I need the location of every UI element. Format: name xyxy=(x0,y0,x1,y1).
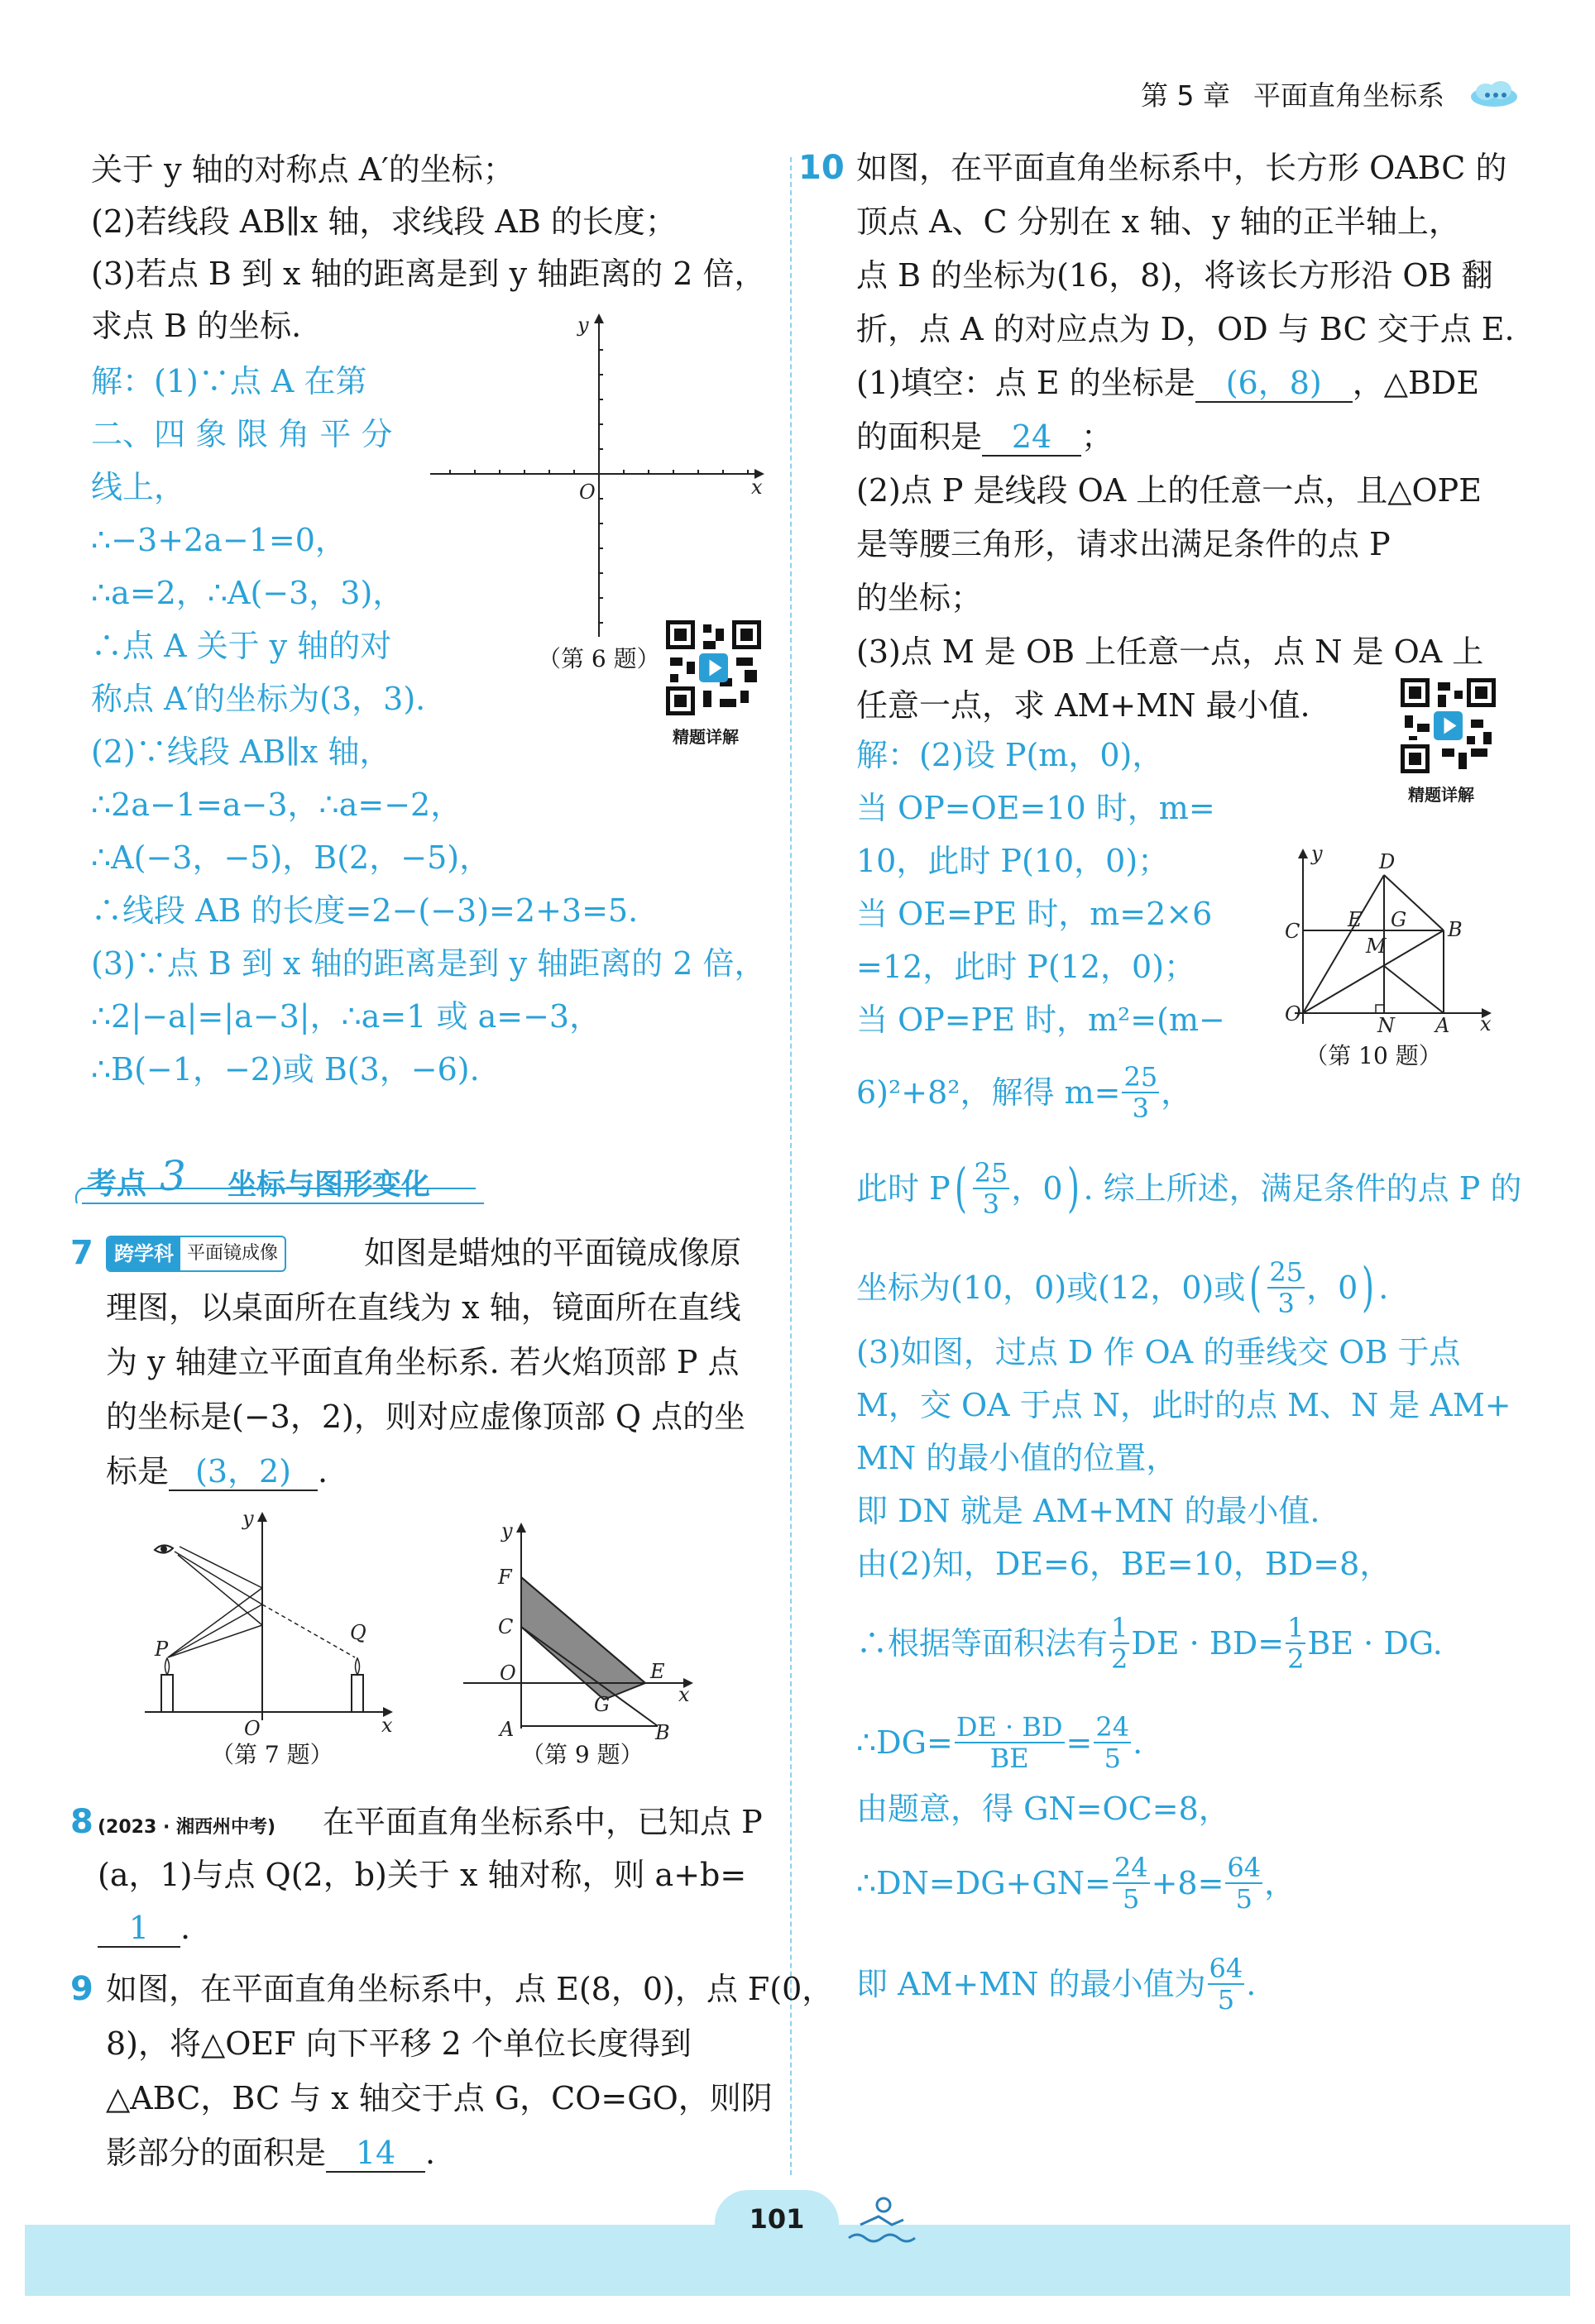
frac-den: 3 xyxy=(982,1188,1000,1220)
q7-line-3: 为 y 轴建立平面直角坐标系. 若火焰顶部 P 点 xyxy=(106,1344,740,1380)
frac-num: 25 xyxy=(974,1157,1008,1188)
figure-10-caption: （第 10 题） xyxy=(1305,1042,1442,1069)
right-paren: ) xyxy=(1066,1158,1080,1219)
fraction-24-5-b xyxy=(1113,1853,1150,1914)
q10-line-3: 点 B 的坐标为(16，8)，将该长方形沿 OB 翻 xyxy=(856,257,1493,294)
q9-answer-blank: 14 xyxy=(326,2135,425,2173)
q10-sol-15-start: ∴根据等面积法有 xyxy=(856,1625,1109,1662)
q10-sol-15 xyxy=(856,1613,1443,1674)
q10-line-6-start: 的面积是 xyxy=(856,418,983,455)
fraction-1-2-b xyxy=(1286,1613,1305,1674)
figure-7-caption: （第 7 题） xyxy=(211,1741,333,1768)
fraction-25-3 xyxy=(1122,1062,1159,1123)
svg-text:F: F xyxy=(498,1566,512,1589)
figure-6-axes xyxy=(430,310,769,641)
q10-line-5-end: ，△BDE xyxy=(1352,365,1480,401)
q7-line-1: 如图是蜡烛的平面镜成像原 xyxy=(364,1235,742,1271)
svg-text:G: G xyxy=(594,1693,611,1716)
q10-sol-7 xyxy=(856,1062,1192,1123)
q10-sol-18-mid: +8= xyxy=(1151,1865,1224,1901)
q8-source: (2023 · 湘西州中考) xyxy=(98,1817,276,1838)
q6-sol-9: ∴2a−1=a−3，∴a=−2， xyxy=(91,787,462,823)
q6-sol-2: 二、四 象 限 角 平 分 xyxy=(91,416,393,452)
section-label: 考点 xyxy=(87,1167,147,1201)
q8-answer-blank: 1 xyxy=(98,1910,180,1948)
q10-sol-9-mid: ，0 xyxy=(1306,1270,1358,1306)
left-paren: ( xyxy=(954,1158,967,1219)
q7-tag xyxy=(106,1236,286,1272)
q10-sol-19-start: 即 AM+MN 的最小值为 xyxy=(856,1966,1206,2002)
q10-sol-15-end: BE · DG. xyxy=(1307,1625,1443,1662)
frac-num: 64 xyxy=(1227,1852,1262,1883)
fraction-24-5 xyxy=(1094,1712,1131,1773)
svg-text:E: E xyxy=(1348,908,1363,931)
q10-line-9: 的坐标； xyxy=(856,580,983,616)
fraction-64-5-b xyxy=(1208,1953,1245,2015)
frac-num: 1 xyxy=(1287,1612,1305,1643)
svg-text:x: x xyxy=(381,1714,393,1737)
fraction-25-3-c xyxy=(1267,1257,1305,1318)
q10-sol-1: 解：(2)设 P(m，0)， xyxy=(856,737,1164,773)
qr-code-caption-2: 精题详解 xyxy=(1408,785,1474,805)
q7-number: 7 xyxy=(70,1234,93,1272)
q8-end: . xyxy=(180,1910,191,1946)
q10-sol-18 xyxy=(856,1853,1296,1914)
frac-den: 5 xyxy=(1235,1883,1253,1915)
q10-sol-13: 即 DN 就是 AM+MN 的最小值. xyxy=(856,1493,1320,1529)
q10-sol-8-mid: ，0 xyxy=(1011,1170,1063,1207)
q10-line-2: 顶点 A、C 分别在 x 轴、y 轴的正半轴上， xyxy=(856,203,1460,240)
svg-text:P: P xyxy=(155,1638,169,1661)
q10-sol-8-start: 此时 P xyxy=(856,1170,951,1207)
frac-den: 5 xyxy=(1104,1743,1121,1774)
svg-text:D: D xyxy=(1379,850,1396,873)
svg-text:M: M xyxy=(1366,935,1387,958)
q8-line-3 xyxy=(98,1907,190,1949)
qr-code-icon-2[interactable] xyxy=(1401,678,1496,773)
svg-text:O: O xyxy=(579,481,596,504)
page-number: 101 xyxy=(749,2203,805,2235)
svg-text:y: y xyxy=(242,1507,254,1530)
q7-tag-topic: 平面镜成像 xyxy=(187,1243,279,1264)
frac-den: 5 xyxy=(1123,1883,1140,1915)
left-paren: ( xyxy=(1249,1257,1262,1318)
svg-text:x: x xyxy=(1480,1012,1492,1034)
qr-code-caption: 精题详解 xyxy=(673,727,739,747)
q10-sol-14: 由(2)知，DE=6，BE=10，BD=8， xyxy=(856,1546,1391,1582)
q10-number: 10 xyxy=(798,149,845,187)
q10-sol-16-start: ∴DG= xyxy=(856,1724,953,1761)
svg-text:C: C xyxy=(498,1615,514,1638)
q10-sol-8 xyxy=(856,1158,1521,1219)
q10-line-10: (3)点 M 是 OB 上任意一点，点 N 是 OA 上 xyxy=(856,634,1484,670)
svg-text:B: B xyxy=(655,1721,670,1741)
svg-text:O: O xyxy=(1285,1002,1301,1026)
frac-num: 24 xyxy=(1114,1852,1148,1883)
svg-text:y: y xyxy=(501,1519,513,1542)
q10-sol-10: (3)如图，过点 D 作 OA 的垂线交 OB 于点 xyxy=(856,1334,1461,1370)
q9-number: 9 xyxy=(70,1970,93,2008)
q10-answer-2: 24 xyxy=(982,418,1081,457)
q10-line-6-end: ； xyxy=(1081,418,1114,455)
q10-line-4: 折，点 A 的对应点为 D，OD 与 BC 交于点 E. xyxy=(856,311,1515,347)
q6-sol-5: ∴a=2，∴A(−3，3)， xyxy=(91,575,405,611)
q6-sol-12: (3)∵点 B 到 x 轴的距离是到 y 轴距离的 2 倍， xyxy=(91,945,766,982)
q10-sol-15-mid: DE · BD= xyxy=(1131,1625,1285,1662)
q10-sol-3: 10，此时 P(10，0)； xyxy=(856,843,1170,879)
q10-answer-1: (6，8) xyxy=(1195,365,1353,403)
svg-text:Q: Q xyxy=(350,1621,366,1644)
q10-sol-4: 当 OE=PE 时，m=2×6 xyxy=(856,896,1213,932)
q10-sol-11: M，交 OA 于点 N，此时的点 M、N 是 AM+ xyxy=(856,1387,1511,1423)
q9-line-4-end: . xyxy=(425,2135,436,2171)
figure-7-mirror xyxy=(137,1505,401,1737)
column-divider xyxy=(790,157,792,2175)
swimmer-icon xyxy=(844,2192,918,2250)
section-number: 3 xyxy=(160,1152,186,1200)
qr-code-icon[interactable] xyxy=(666,620,761,715)
chapter-title: 平面直角坐标系 xyxy=(1253,79,1444,112)
q10-sol-2: 当 OP=OE=10 时，m= xyxy=(856,790,1215,826)
q6-sol-10: ∴A(−3，−5)，B(2，−5)， xyxy=(91,839,491,876)
chapter-label: 第 5 章 xyxy=(1141,79,1230,112)
frac-den: BE xyxy=(989,1743,1029,1774)
frac-den: 3 xyxy=(1132,1093,1149,1124)
frac-den: 5 xyxy=(1217,1984,1235,2016)
q9-line-4 xyxy=(106,2132,435,2173)
fraction-de-bd-be xyxy=(955,1712,1065,1773)
q6-sol-7: 称点 A′的坐标为(3，3). xyxy=(91,681,426,717)
q10-line-6 xyxy=(856,416,1113,457)
q7-line-2: 理图，以桌面所在直线为 x 轴，镜面所在直线 xyxy=(106,1289,741,1326)
figure-9-translation xyxy=(455,1518,703,1741)
q6-sol-11: ∴线段 AB 的长度=2−(−3)=2+3=5. xyxy=(91,892,639,929)
q10-line-8: 是等腰三角形，请求出满足条件的点 P xyxy=(856,526,1391,562)
q10-sol-12: MN 的最小值的位置， xyxy=(856,1440,1178,1476)
q7-line-5 xyxy=(106,1451,328,1492)
fraction-1-2 xyxy=(1109,1613,1129,1674)
q10-sol-16 xyxy=(856,1712,1142,1773)
q10-sol-6: 当 OP=PE 时，m²=(m− xyxy=(856,1002,1225,1038)
q10-sol-19 xyxy=(856,1953,1256,2015)
section-header xyxy=(70,1152,484,1207)
q9-line-2: 8)，将△OEF 向下平移 2 个单位长度得到 xyxy=(106,2025,692,2062)
q8-number: 8 xyxy=(70,1803,93,1841)
svg-text:y: y xyxy=(1311,844,1323,865)
q9-line-1: 如图，在平面直角坐标系中，点 E(8，0)，点 F(0， xyxy=(106,1971,834,2007)
figure-6-caption: （第 6 题） xyxy=(538,645,660,672)
frac-num: 24 xyxy=(1095,1711,1130,1743)
q6-sol-13: ∴2|−a|=|a−3|，∴a=1 或 a=−3， xyxy=(91,998,601,1035)
q6-line-2: (2)若线段 AB∥x 轴，求线段 AB 的长度； xyxy=(91,203,677,240)
q6-line-3: (3)若点 B 到 x 轴的距离是到 y 轴距离的 2 倍， xyxy=(91,256,766,292)
right-paren: ) xyxy=(1362,1257,1375,1318)
figure-10-rectangle xyxy=(1270,844,1506,1034)
q10-sol-16-eq: = xyxy=(1066,1724,1093,1761)
svg-text:O: O xyxy=(500,1662,516,1685)
frac-num: DE · BD xyxy=(956,1711,1063,1743)
q6-sol-1: 解：(1)∵点 A 在第 xyxy=(91,363,367,399)
svg-text:C: C xyxy=(1285,920,1300,943)
svg-text:E: E xyxy=(650,1660,665,1683)
svg-text:B: B xyxy=(1448,918,1463,941)
section-title: 坐标与图形变化 xyxy=(228,1169,431,1202)
svg-text:G: G xyxy=(1391,908,1407,931)
q6-line-4: 求点 B 的坐标. xyxy=(91,308,302,344)
frac-num: 25 xyxy=(1269,1256,1304,1288)
q6-line-1: 关于 y 轴的对称点 A′的坐标； xyxy=(91,151,515,188)
q7-line-5-start: 标是 xyxy=(106,1453,170,1490)
q10-line-5-start: (1)填空：点 E 的坐标是 xyxy=(856,365,1195,401)
q10-sol-18-end: ， xyxy=(1264,1865,1296,1901)
q10-line-5 xyxy=(856,362,1479,404)
fraction-25-3-b xyxy=(973,1158,1010,1219)
q10-sol-17: 由题意，得 GN=OC=8， xyxy=(856,1791,1230,1827)
q9-line-3: △ABC，BC 与 x 轴交于点 G，CO=GO，则阴 xyxy=(106,2080,773,2116)
q10-sol-18-start: ∴DN=DG+GN= xyxy=(856,1865,1111,1901)
eye-icon xyxy=(155,1545,173,1552)
q10-line-7: (2)点 P 是线段 OA 上的任意一点，且△OPE xyxy=(856,472,1482,509)
svg-text:O: O xyxy=(244,1717,261,1737)
q10-sol-9-end: . xyxy=(1378,1270,1389,1306)
frac-num: 25 xyxy=(1123,1061,1158,1093)
frac-den: 2 xyxy=(1287,1643,1305,1675)
q10-sol-7-end: ， xyxy=(1161,1074,1193,1111)
q10-sol-19-end: . xyxy=(1246,1966,1257,2002)
frac-den: 2 xyxy=(1111,1643,1128,1675)
q9-line-4-start: 影部分的面积是 xyxy=(106,2135,327,2171)
q8-line-1: 在平面直角坐标系中，已知点 P xyxy=(323,1804,763,1840)
frac-num: 64 xyxy=(1209,1953,1243,1984)
svg-text:x: x xyxy=(678,1683,690,1706)
svg-text:A: A xyxy=(1435,1014,1450,1034)
svg-text:y: y xyxy=(577,313,589,337)
q6-sol-3: 线上， xyxy=(91,469,186,505)
q7-line-5-end: . xyxy=(318,1453,328,1490)
q10-sol-7-start: 6)²+8²，解得 m= xyxy=(856,1074,1121,1111)
q8-line-2: (a，1)与点 Q(2，b)关于 x 轴对称，则 a+b= xyxy=(98,1857,747,1893)
q10-line-1: 如图，在平面直角坐标系中，长方形 OABC 的 xyxy=(856,150,1507,186)
frac-num: 1 xyxy=(1111,1612,1128,1643)
q10-sol-5: =12，此时 P(12，0)； xyxy=(856,949,1196,985)
q10-sol-9-start: 坐标为(10，0)或(12，0)或 xyxy=(856,1270,1246,1306)
svg-text:x: x xyxy=(751,476,763,499)
q6-sol-8: (2)∵线段 AB∥x 轴， xyxy=(91,734,391,770)
q10-sol-8-end: . 综上所述，满足条件的点 P 的 xyxy=(1083,1170,1522,1207)
q6-sol-14: ∴B(−1，−2)或 B(3，−6). xyxy=(91,1051,480,1088)
cloud-icon xyxy=(1468,77,1521,110)
q7-line-4: 的坐标是(−3，2)，则对应虚像顶部 Q 点的坐 xyxy=(106,1399,746,1435)
q7-tag-subject: 跨学科 xyxy=(108,1237,180,1270)
figure-9-caption: （第 9 题） xyxy=(521,1741,644,1768)
q10-sol-16-end: . xyxy=(1133,1724,1143,1761)
q10-sol-9 xyxy=(856,1257,1388,1318)
page-header xyxy=(1141,73,1521,114)
svg-text:A: A xyxy=(500,1718,515,1741)
q6-sol-4: ∴−3+2a−1=0， xyxy=(91,522,347,558)
q10-line-11: 任意一点，求 AM+MN 最小值. xyxy=(856,687,1310,724)
q7-answer-blank: (3，2) xyxy=(169,1453,318,1491)
q6-sol-6: ∴点 A 关于 y 轴的对 xyxy=(91,628,392,664)
frac-den: 3 xyxy=(1277,1288,1295,1319)
fraction-64-5 xyxy=(1225,1853,1262,1914)
svg-text:N: N xyxy=(1377,1014,1395,1034)
